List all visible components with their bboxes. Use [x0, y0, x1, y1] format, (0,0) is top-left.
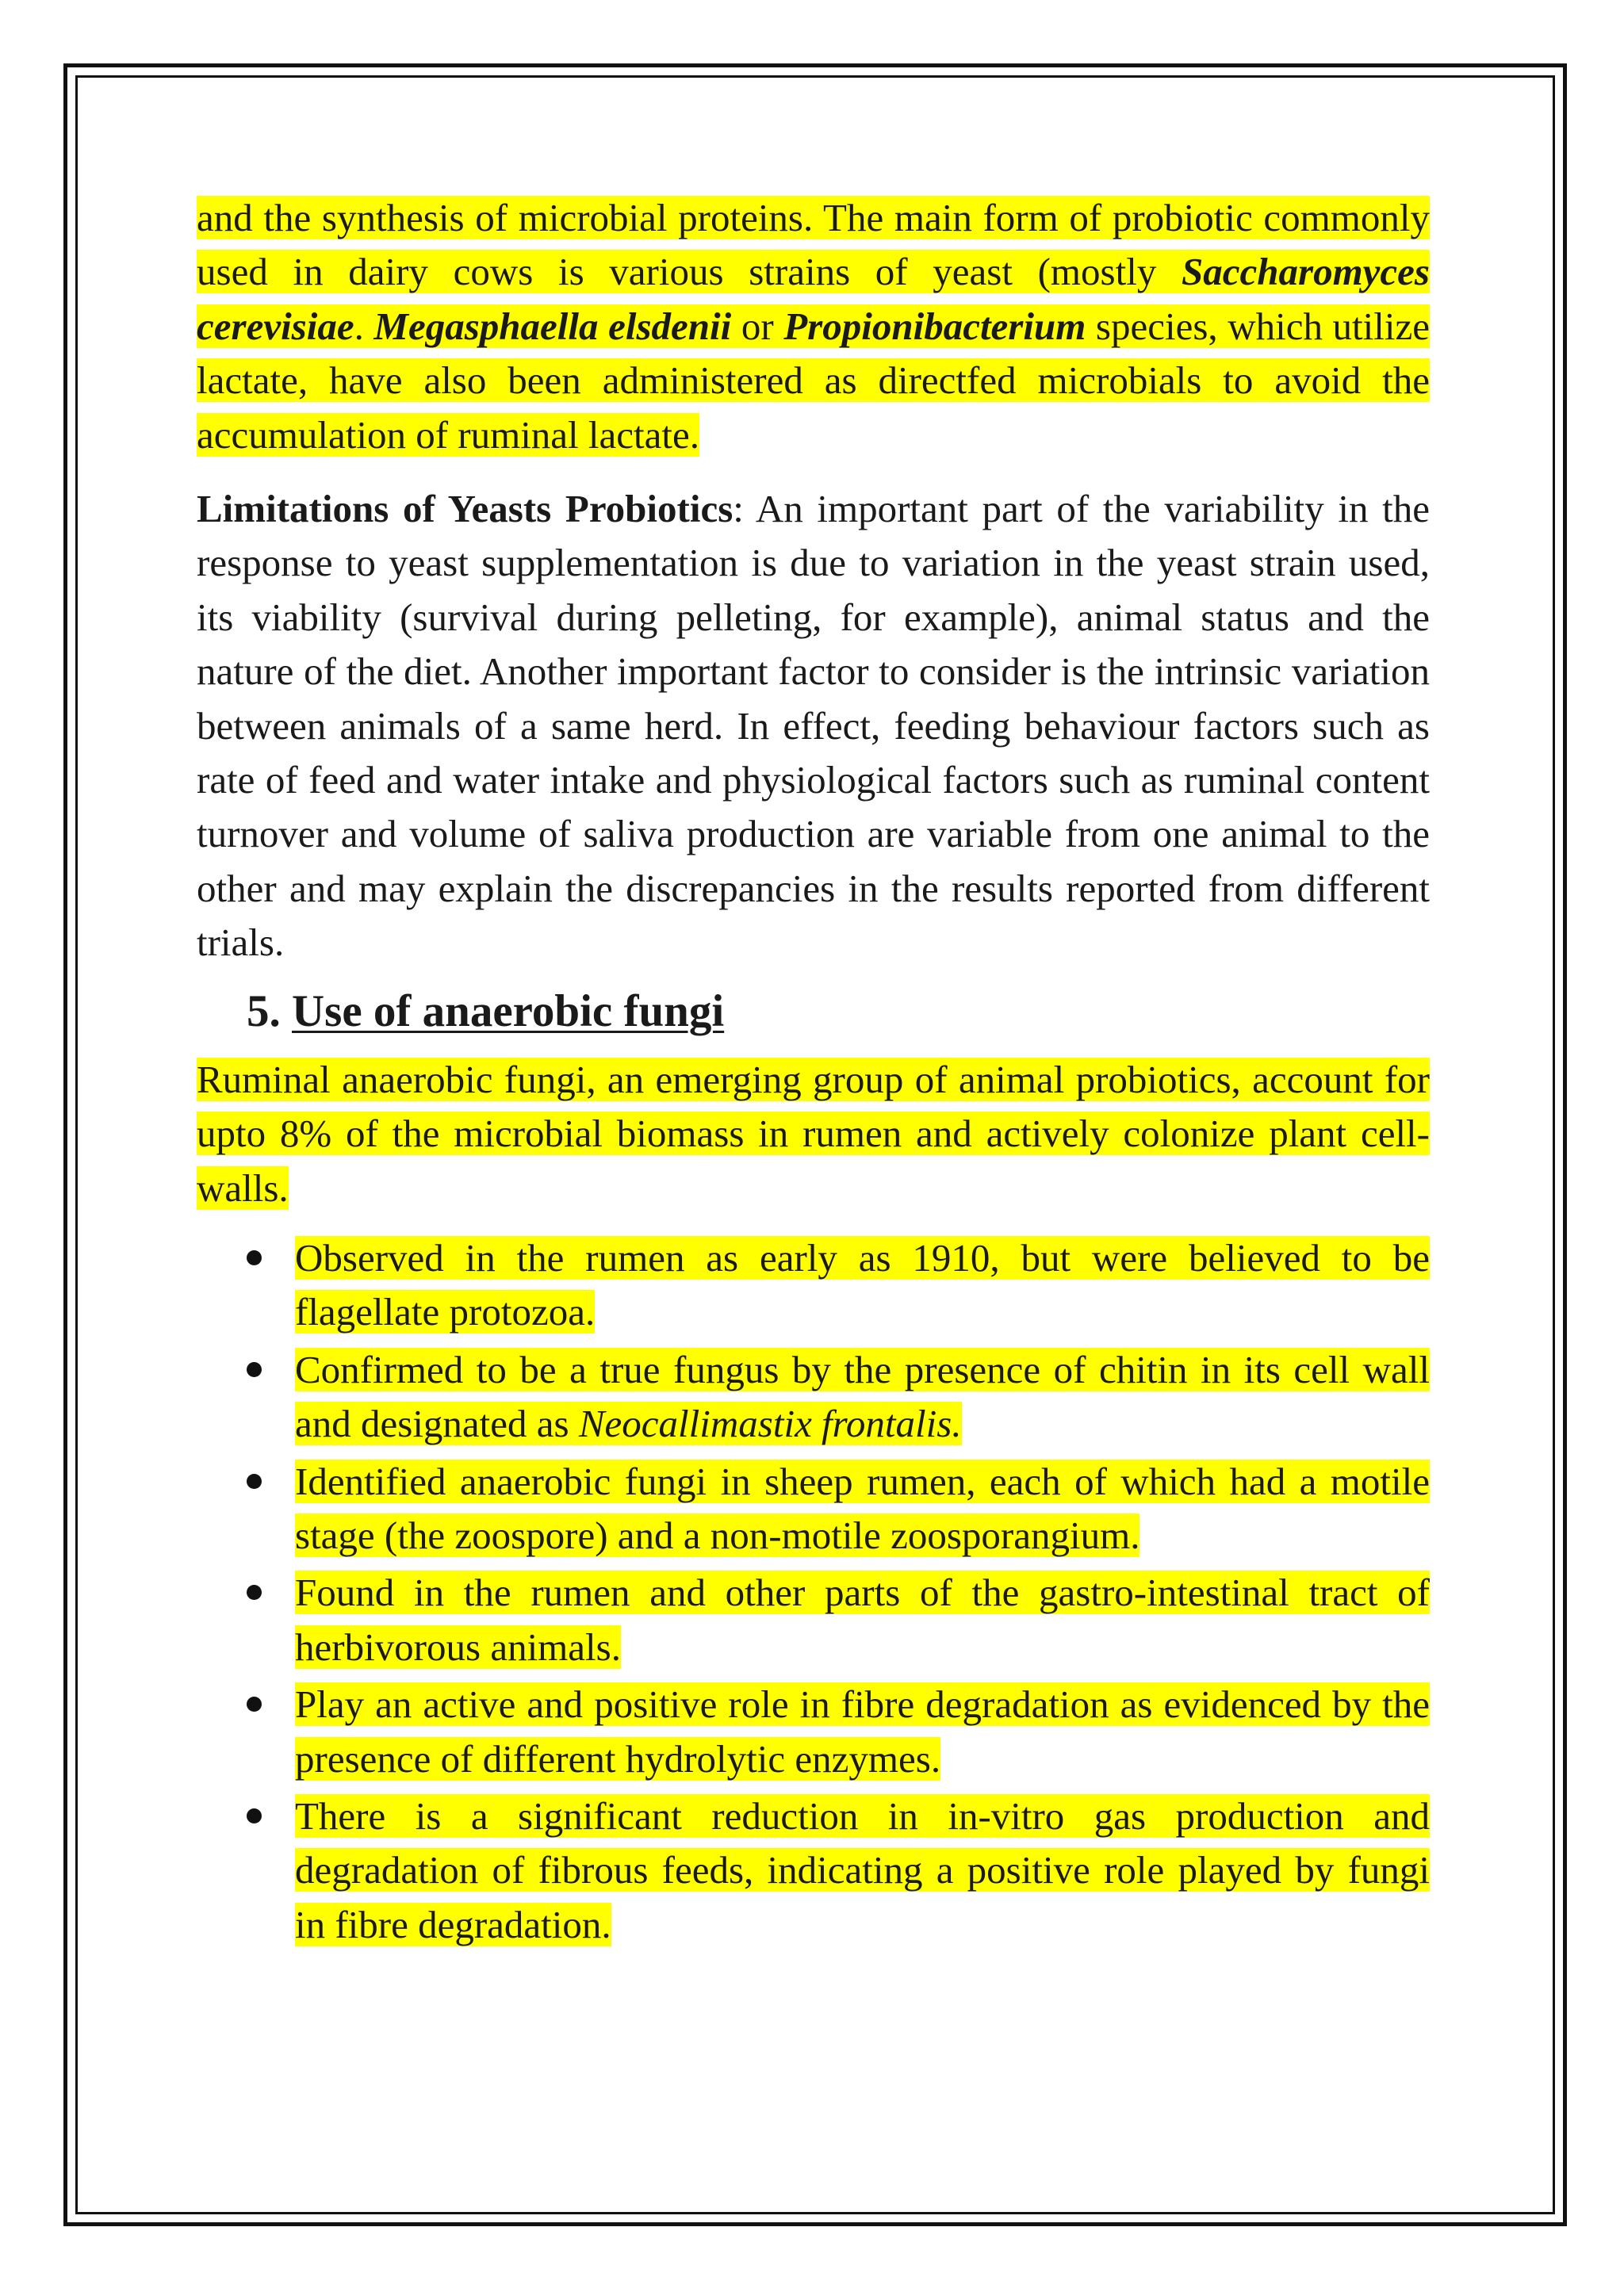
- list-item: [197, 1678, 1430, 1786]
- limitations-heading: Limitations of Yeasts Probiotics: [197, 487, 733, 531]
- bullet-icon: [247, 1250, 262, 1265]
- intro-text-4: species, which utilize lactate, have also been administered as directfed microbials to avoid the accumulation of ruminal lactate.: [197, 304, 1430, 457]
- list-item: [197, 1789, 1430, 1952]
- bullet-text: Found in the rumen and other parts of the gastro-intestinal tract of herbivorous animals.: [295, 1571, 1430, 1669]
- species-saccharomyces: Saccharomyces cerevisiae: [197, 250, 1430, 348]
- section-number: 5.: [247, 985, 281, 1036]
- limitations-paragraph: [197, 482, 1430, 970]
- fungi-intro-paragraph: [197, 1053, 1430, 1215]
- bullet-icon: [247, 1697, 262, 1712]
- intro-text-3: or: [731, 304, 784, 348]
- limitations-body: : An important part of the variability in the response to yeast supplementation is due to variation in the yeast strain used, its viability (survival during pelleting, for example), animal status and the nature of the diet. Another important factor to consider is the intrinsic variation between animals of a same herd. In effect, feeding behaviour factors such as rate of feed and water intake and physiological factors such as ruminal content turnover and volume of saliva production are variable from one animal to the other and may explain the discrepancies in the results reported from different trials.: [197, 487, 1430, 965]
- bullet-icon: [247, 1362, 262, 1377]
- species-propionibacterium: Propionibacterium: [783, 304, 1086, 348]
- bullet-text: There is a significant reduction in in-vitro gas production and degradation of fibrous feeds, indicating a positive role played by fungi in fibre degradation.: [295, 1793, 1430, 1946]
- intro-text-1: and the synthesis of microbial proteins. The main form of probiotic commonly used in dairy cows is various strains of yeast (mostly: [197, 196, 1430, 294]
- fungi-bullet-list: [197, 1231, 1430, 1952]
- list-item: [197, 1566, 1430, 1674]
- intro-text-2: .: [354, 304, 374, 348]
- species-megasphaella: Megasphaella elsdenii: [373, 304, 732, 348]
- page-content: [197, 191, 1430, 1955]
- section-heading: [197, 980, 1430, 1043]
- species-neocallimastix: Neocallimastix frontalis.: [578, 1402, 962, 1446]
- bullet-text: Identified anaerobic fungi in sheep rumen, each of which had a motile stage (the zoospore) and a non-motile zoosporangium.: [295, 1459, 1430, 1557]
- intro-paragraph: [197, 191, 1430, 462]
- bullet-icon: [247, 1474, 262, 1489]
- list-item: [197, 1343, 1430, 1452]
- list-item: [197, 1455, 1430, 1563]
- bullet-text: Observed in the rumen as early as 1910, but were believed to be flagellate protozoa.: [295, 1235, 1430, 1334]
- section-title: Use of anaerobic fungi: [292, 985, 725, 1036]
- bullet-text: Confirmed to be a true fungus by the presence of chitin in its cell wall and designated as: [295, 1347, 1430, 1446]
- list-item: [197, 1231, 1430, 1340]
- bullet-text: Play an active and positive role in fibre degradation as evidenced by the presence of different hydrolytic enzymes.: [295, 1682, 1430, 1781]
- bullet-icon: [247, 1585, 262, 1600]
- bullet-icon: [247, 1808, 262, 1823]
- fungi-intro-text: Ruminal anaerobic fungi, an emerging group of animal probiotics, account for upto 8% of the microbial biomass in rumen and actively colonize plant cell-walls.: [197, 1057, 1430, 1210]
